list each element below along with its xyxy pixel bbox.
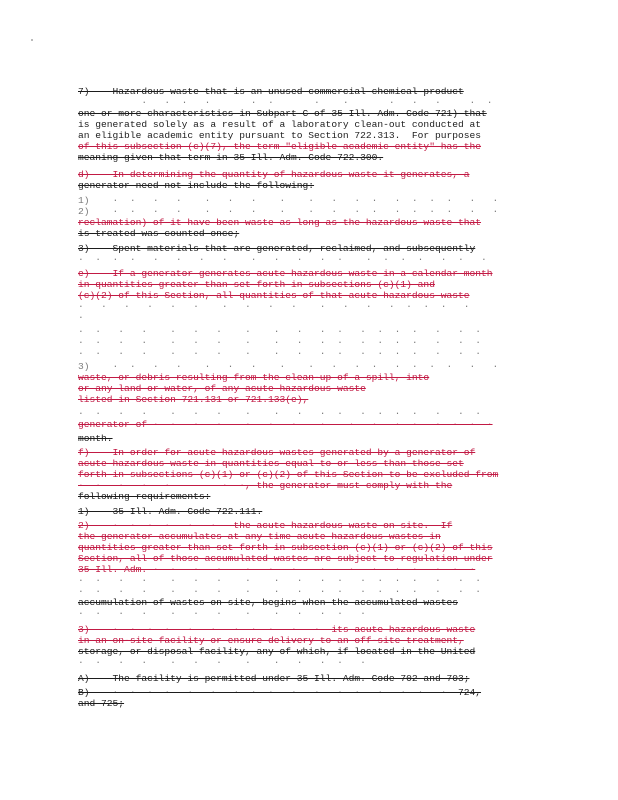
document-line: storage, or disposal facility, any of which, if located in the United	[78, 646, 476, 657]
document-line: d) In determining the quantity of hazardous waste it generates, a	[78, 169, 470, 180]
document-line: meaning given that term in 35 Ill. Adm. Code 722.300.	[78, 152, 384, 163]
document-line: following requirements:	[78, 491, 211, 502]
document-line: month.	[78, 433, 113, 444]
document-line: in quantities greater than set forth in subsections (c)(1) and	[78, 279, 435, 290]
document-line: listed in Section 721.131 or 721.133(e),	[78, 394, 309, 405]
document-line: of this subsection (c)(7), the term "eligible academic entity" has the	[78, 141, 482, 152]
document-line: (c)(2) of this Section, all quantities of that acute hazardous waste	[78, 290, 470, 301]
document-line: B) · · · · · · · · · · · · · · · · · 724,	[78, 687, 482, 698]
document-line: · · · · · · · · · · · · · · · · · · · ·	[78, 254, 487, 265]
document-line: ·	[78, 312, 84, 323]
document-line: 1) 35 Ill. Adm. Code 722.111.	[78, 506, 263, 517]
document-line: generator of · · · · · · · · · · · · · · · ·	[78, 419, 493, 430]
document-line: · · · · · · · · · · · · · · · · · · ·	[78, 575, 482, 586]
document-line: 2) · · · · · · · · · · · · · · · · · ·	[78, 206, 499, 217]
document-line: the generator accumulates at any time acute hazardous wastes in	[78, 531, 441, 542]
document-line: · · · · · · · · · · · · · · · · · · ·	[78, 337, 482, 348]
document-line: or any land or water, of any acute hazardous waste	[78, 383, 366, 394]
document-line: 3) Spent materials that are generated, reclaimed, and subsequently	[78, 243, 476, 254]
document-line: · · · · · · · · · · · · ·	[78, 97, 493, 108]
document-line: acute hazardous waste in quantities equal to or less than those set	[78, 458, 464, 469]
document-line: quantities greater than set forth in subsection (c)(1) or (c)(2) of this	[78, 542, 493, 553]
document-line: · · · · · · · · · · · · ·	[78, 657, 366, 668]
document-line: one or more characteristics in Subpart C of 35 Ill. Adm. Code 721) that	[78, 108, 487, 119]
document-line: 7) Hazardous waste that is an unused commercial chemical product	[78, 86, 464, 97]
scan-speck	[31, 39, 33, 41]
document-line: · · · · · · · · · · · · · · · · · · ·	[78, 408, 482, 419]
document-line: 3) · · · · · · · · · · · · · · · · · ·	[78, 361, 499, 372]
document-line: forth in subsections (c)(1) or (c)(2) of this Section to be excluded from	[78, 469, 499, 480]
document-line: · · · · · · · · · · · · ·	[78, 608, 366, 619]
document-line: 2) · · · · · · the acute hazardous waste on site. If	[78, 520, 453, 531]
document-line: reclamation) of it have been waste as long as the hazardous waste that	[78, 217, 482, 228]
document-line: an eligible academic entity pursuant to Section 722.313. For purposes	[78, 130, 482, 141]
document-line: A) The facility is permitted under 35 Ill. Adm. Code 702 and 703;	[78, 673, 470, 684]
document-line: is generated solely as a result of a laboratory clean-out conducted at	[78, 119, 482, 130]
document-line: · · · · · · ·, the generator must comply with the	[78, 480, 453, 491]
document-line: in an on-site facility or ensure delivery to an off-site treatment,	[78, 635, 464, 646]
document-line: f) In order for acute hazardous wastes generated by a generator of	[78, 447, 476, 458]
document-line: · · · · · · · · · · · · · · · · · · ·	[78, 586, 482, 597]
document-line: e) If a generator generates acute hazardous waste in a calendar month	[78, 268, 493, 279]
document-line: · · · · · · · · · · · · · · · · · · ·	[78, 326, 482, 337]
document-line: 35 Ill. Adm. · · · · · · · · · · · · · · ·	[78, 564, 476, 575]
document-line: 3) · · · · · · · · · · · its acute hazardous waste	[78, 624, 476, 635]
document-line: is treated was counted once;	[78, 228, 240, 239]
document-line: · · · · · · · · · · · · · · · · · ·	[78, 301, 470, 312]
document-line: Section, all of those accumulated wastes are subject to regulation under	[78, 553, 493, 564]
document-line: and 725;	[78, 698, 125, 709]
document-line: waste, or debris resulting from the clean-up of a spill, into	[78, 372, 430, 383]
document-line: · · · · · · · · · · · · · · · · · · ·	[78, 348, 482, 359]
document-line: 1) · · · · · · · · · · · · · · · · · ·	[78, 195, 499, 206]
document-line: generator need not include the following:	[78, 180, 315, 191]
document-line: accumulation of wastes on site, begins when the accumulated wastes	[78, 597, 458, 608]
